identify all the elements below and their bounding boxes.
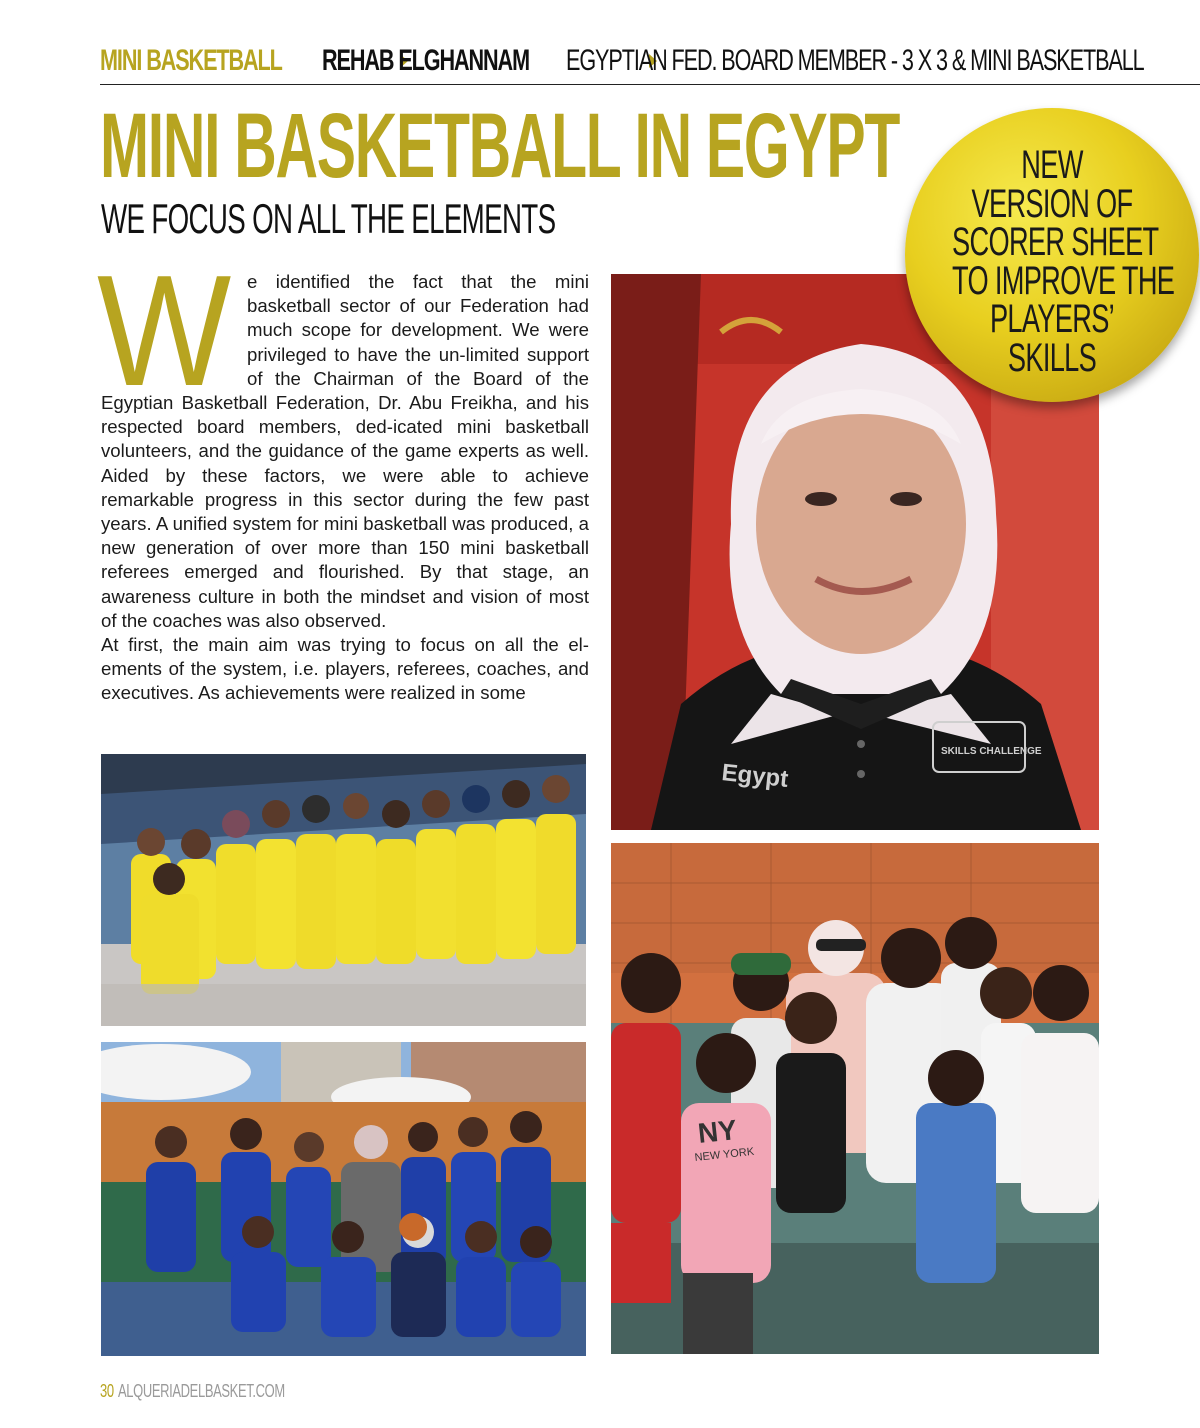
header-strip [100, 40, 1200, 85]
kid-shirt-text: NY [696, 1114, 739, 1149]
shirt-logo-text: SKILLS CHALLENGE [941, 746, 1042, 757]
body-paragraph: e identified the fact that the mini basketball sector of our Federation had much scope for development. We were privileged to have the un-limited support of the Chairman of the Board of the Egyptian Basketball Federation, Dr. Abu Freikha, and his respected board members, ded-icated mini basketball volunteers, and the guidance of the game experts as well. Aided by these factors, we were able to achieve remarkable progress in this sector during the few past years. A unified system for mini basketball was produced, a new generation of over more than 150 mini basketball referees emerged and flourished. By that stage, an awareness culture in both the mindset and vision of most of the coaches was also observed. [101, 271, 589, 631]
article-subtitle: WE FOCUS ON ALL THE ELEMENTS [101, 195, 556, 242]
page-number: 30 [100, 1381, 114, 1401]
badge-line: SCORER SHEET [952, 220, 1159, 264]
body-paragraph: At first, the main aim was trying to focus on all the el-ements of the system, i.e. players, referees, coaches, and executives. As achievements were realized in some [101, 634, 589, 704]
badge-line: PLAYERS’ [989, 297, 1115, 341]
page-footer [100, 1381, 285, 1402]
team-yellow-photo [101, 754, 586, 1026]
badge-line: SKILLS [1007, 335, 1097, 380]
badge-line: VERSION OF [971, 181, 1133, 226]
team-blue-photo [101, 1042, 586, 1356]
section-label: MINI BASKETBALL [100, 44, 282, 77]
badge-line: NEW [1021, 143, 1083, 187]
badge-line: TO IMPROVE THE [952, 258, 1175, 303]
article-body [97, 243, 589, 706]
kid-shirt-small-text: NEW YORK [694, 1145, 755, 1164]
badge-text [905, 143, 1199, 380]
author-role: EGYPTIAN FED. BOARD MEMBER - 3 X 3 & MINI BASKETBALL [566, 44, 1144, 77]
footer-site: ALQUERIADELBASKET.COM [118, 1381, 285, 1401]
article-title: MINI BASKETBALL IN EGYPT [100, 95, 900, 197]
shirt-text: Egypt [720, 759, 790, 793]
drop-cap: W [97, 243, 232, 419]
kids-group-photo [611, 843, 1099, 1354]
author-name: REHAB ELGHANNAM [322, 44, 529, 77]
promo-badge [905, 108, 1199, 402]
